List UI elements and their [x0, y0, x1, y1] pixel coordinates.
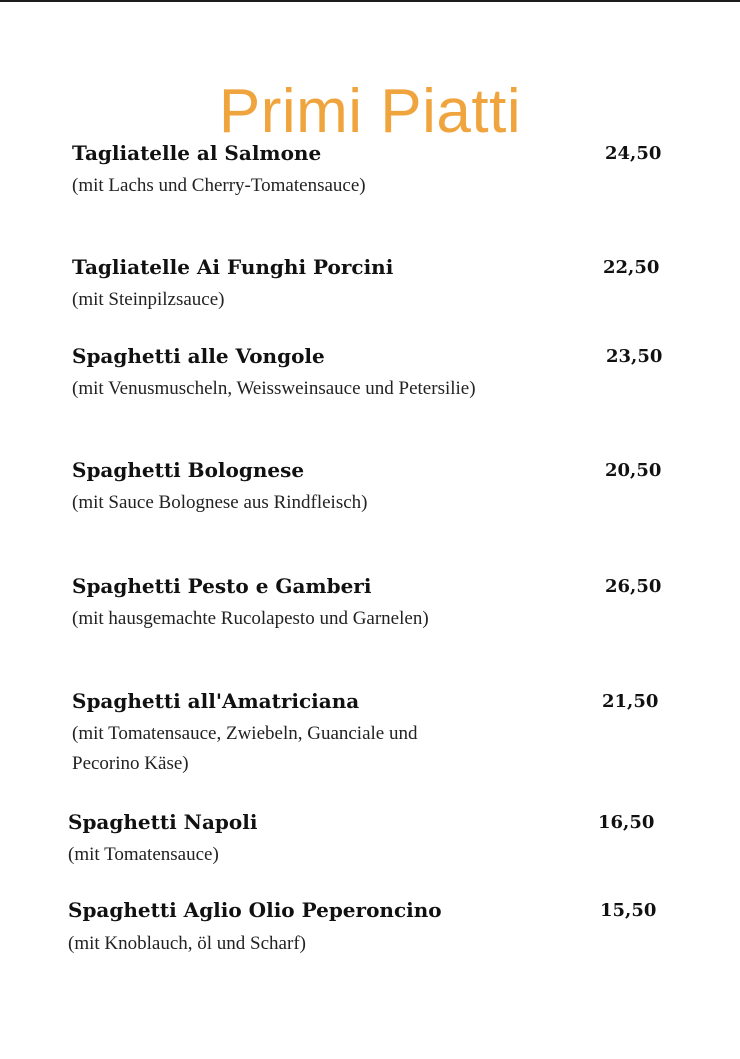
- dish-description: (mit hausgemachte Rucolapesto und Garnelen): [72, 608, 429, 629]
- dish-description: (mit Sauce Bolognese aus Rindfleisch): [72, 492, 368, 513]
- dish-description: (mit Tomatensauce): [68, 844, 219, 865]
- dish-description: (mit Venusmuscheln, Weissweinsauce und Petersilie): [72, 378, 476, 399]
- dish-name: Spaghetti Bolognese: [72, 458, 305, 482]
- dish-price: 24,50: [605, 143, 662, 164]
- dish-description: (mit Tomatensauce, Zwiebeln, Guanciale und Pecorino Käse): [72, 723, 418, 774]
- dish-name: Tagliatelle al Salmone: [72, 141, 322, 165]
- dish-price: 15,50: [600, 900, 657, 921]
- dish-price: 21,50: [602, 691, 659, 712]
- dish-name: Spaghetti Pesto e Gamberi: [72, 574, 372, 598]
- dish-price: 20,50: [605, 460, 662, 481]
- dish-name: Spaghetti alle Vongole: [72, 344, 325, 368]
- dish-price: 22,50: [603, 257, 660, 278]
- dish-price: 16,50: [598, 812, 655, 833]
- dish-price: 26,50: [605, 576, 662, 597]
- dish-description: (mit Steinpilzsauce): [72, 289, 225, 310]
- top-border: [0, 0, 740, 2]
- dish-name: Spaghetti Napoli: [68, 810, 258, 834]
- dish-name: Tagliatelle Ai Funghi Porcini: [72, 255, 394, 279]
- dish-description: (mit Lachs und Cherry-Tomatensauce): [72, 175, 366, 196]
- dish-description: (mit Knoblauch, öl und Scharf): [68, 933, 306, 954]
- dish-name: Spaghetti all'Amatriciana: [72, 689, 360, 713]
- menu-title: Primi Piatti: [218, 76, 522, 146]
- dish-name: Spaghetti Aglio Olio Peperoncino: [68, 898, 442, 922]
- dish-price: 23,50: [606, 346, 663, 367]
